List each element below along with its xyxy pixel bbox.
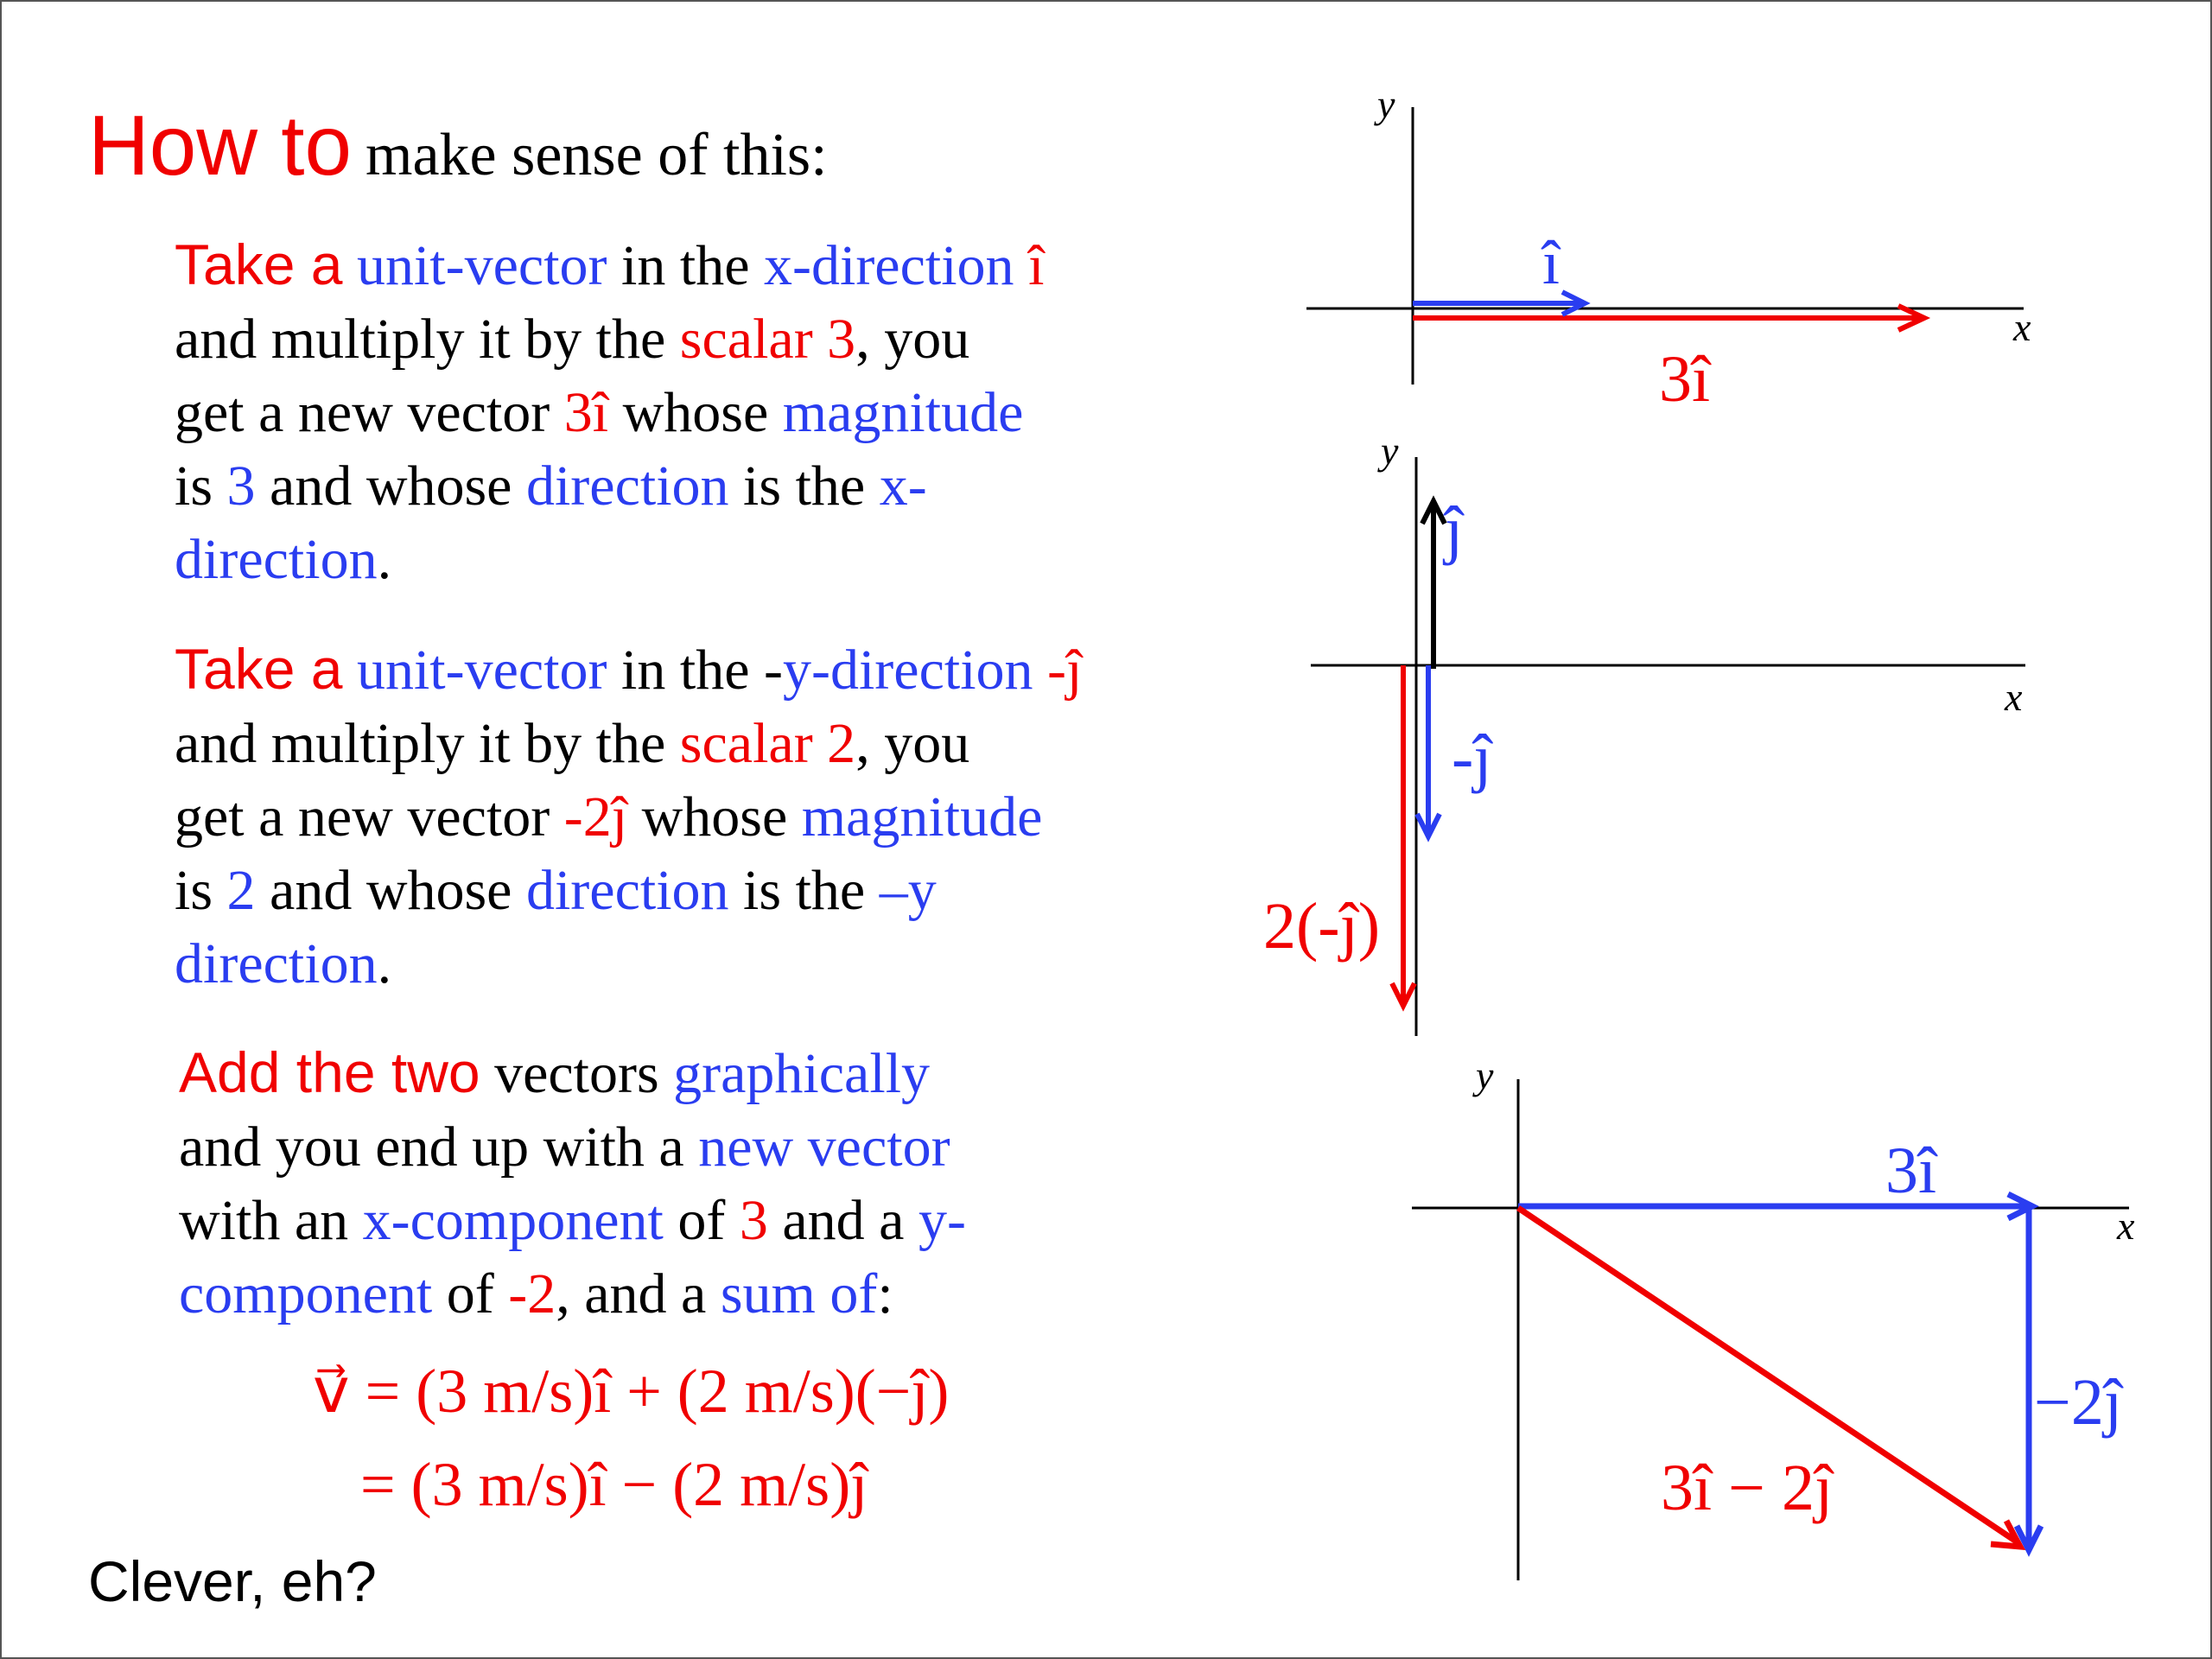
text-run: and whose <box>255 859 526 922</box>
text-run: 3î <box>563 381 609 444</box>
y-axis-label: y <box>1377 82 1395 126</box>
text-run: in the - <box>607 639 783 702</box>
text-run: direction <box>525 454 729 518</box>
text-run: , and a <box>556 1262 721 1325</box>
text-run: y-direction <box>782 639 1033 702</box>
text-run: magnitude <box>782 381 1024 444</box>
text-run: . <box>377 528 392 591</box>
title-rest: make sense of this: <box>365 122 828 188</box>
text-run: , you <box>855 712 970 775</box>
text-run: scalar 2 <box>679 712 856 775</box>
text-run: direction <box>175 932 378 995</box>
label-3i-hat: 3î <box>1659 343 1711 416</box>
text-run: and you end up with a <box>179 1116 699 1179</box>
text-run: –y <box>879 859 937 922</box>
text-run: x- <box>879 454 927 518</box>
text-run: new vector <box>698 1116 950 1179</box>
text-run: get a new vector <box>175 785 564 849</box>
text-run: direction <box>525 859 729 922</box>
vector-diagrams <box>2 2 2210 1657</box>
text-run: is the <box>728 454 880 518</box>
text-run: in the <box>607 234 764 297</box>
text-run: -2 <box>508 1262 556 1325</box>
y-axis-label: y <box>1476 1053 1494 1097</box>
text-run: x-component <box>362 1189 664 1252</box>
text-run: : <box>877 1262 893 1325</box>
text-run: direction <box>175 528 378 591</box>
label-minus-j-hat: -ĵ <box>1452 721 1492 794</box>
text-run: of <box>663 1189 740 1252</box>
text-run: component <box>179 1262 433 1325</box>
text-run: and multiply it by the <box>175 712 680 775</box>
equation-line-2: = (3 m/s)î − (2 m/s)ĵ <box>360 1450 868 1519</box>
text-run: whose <box>608 381 783 444</box>
label-3i-hat: 3î <box>1885 1135 1937 1207</box>
text-run: x-direction <box>764 234 1014 297</box>
text-run: magnitude <box>801 785 1043 849</box>
text-run: is <box>175 859 227 922</box>
text-run: unit-vector <box>356 234 607 297</box>
text-run: is <box>175 454 227 518</box>
text-run: 3 <box>739 1189 768 1252</box>
text-run: , you <box>855 308 970 371</box>
diagram-unit-y <box>1263 429 2025 1036</box>
y-axis-label: y <box>1381 429 1399 473</box>
text-run: and multiply it by the <box>175 308 680 371</box>
para-lead: Add the two <box>179 1040 480 1104</box>
text-run: get a new vector <box>175 381 564 444</box>
x-axis-label: x <box>2013 305 2031 349</box>
label-sum: 3î − 2ĵ <box>1661 1452 1834 1524</box>
x-axis-label: x <box>2005 675 2023 719</box>
diagram-vector-sum <box>1412 1053 2135 1580</box>
text-run: whose <box>627 785 802 849</box>
text-run: scalar 3 <box>679 308 856 371</box>
text-run: -ĵ <box>1033 639 1083 702</box>
text-run: graphically <box>673 1042 931 1105</box>
para-lead: Take a <box>175 232 343 296</box>
text-run: of <box>432 1262 509 1325</box>
title-emphasis: How to <box>88 98 353 193</box>
text-run: with an <box>179 1189 363 1252</box>
label-i-hat: î <box>1542 228 1560 297</box>
diagram-unit-x <box>1306 82 2031 416</box>
text-run: 2 <box>226 859 256 922</box>
label-j-hat: ĵ <box>1445 493 1464 566</box>
equation-line-1: v⃗ = (3 m/s)î + (2 m/s)(−ĵ) <box>313 1357 950 1426</box>
text-run: . <box>377 932 392 995</box>
x-axis-label: x <box>2117 1204 2135 1248</box>
text-run: 3 <box>226 454 256 518</box>
text-run: unit-vector <box>356 639 607 702</box>
footer-text: Clever, eh? <box>88 1549 377 1613</box>
text-run: vectors <box>480 1042 674 1105</box>
label-minus-2j-hat: −2ĵ <box>2034 1366 2122 1439</box>
text-run: is the <box>728 859 880 922</box>
text-run: and a <box>767 1189 918 1252</box>
label-2-minus-j-hat: 2(-ĵ) <box>1263 890 1381 963</box>
text-run: -2ĵ <box>563 785 628 849</box>
para-lead: Take a <box>175 637 343 701</box>
text-run: and whose <box>255 454 526 518</box>
text-run: î <box>1014 234 1045 297</box>
text-run: y- <box>918 1189 966 1252</box>
text-run: sum of <box>720 1262 878 1325</box>
